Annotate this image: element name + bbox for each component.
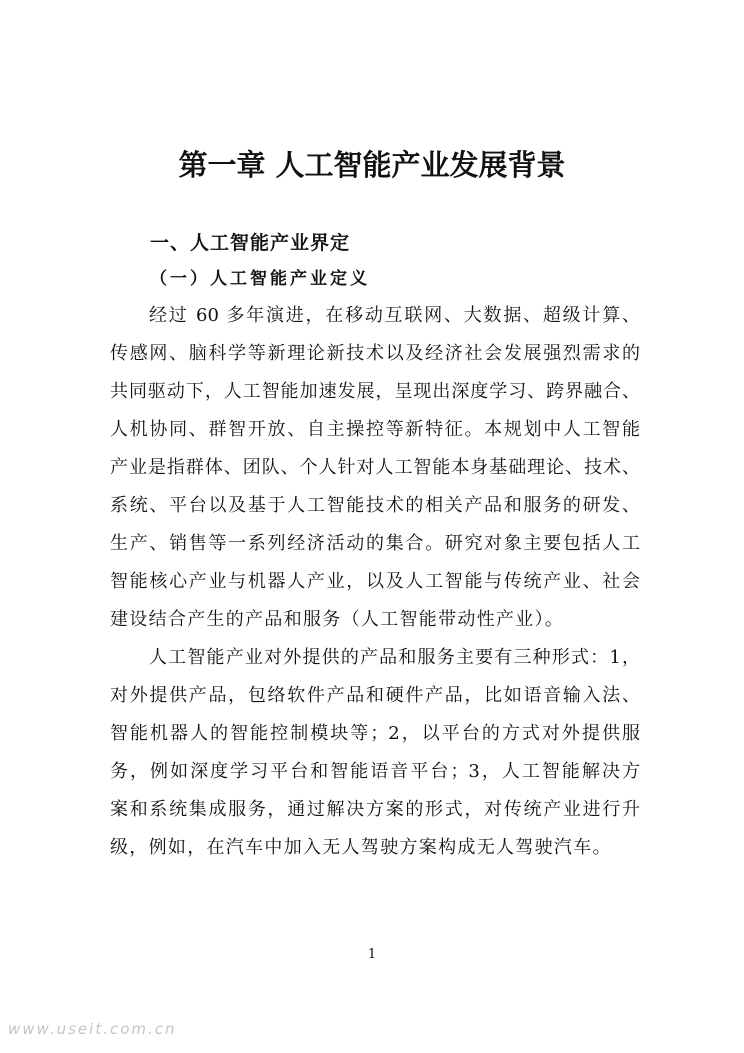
paragraph-line: 生产、销售等一系列经济活动的集合。研究对象主要包括人工 — [110, 533, 640, 554]
paragraph-line: 人机协同、群智开放、自主操控等新特征。本规划中人工智能 — [110, 419, 640, 440]
paragraph-line: 人工智能产业对外提供的产品和服务主要有三种形式：1， — [149, 647, 640, 668]
subsection-heading: （一）人工智能产业定义 — [150, 269, 370, 289]
paragraph-line: 传感网、脑科学等新理论新技术以及经济社会发展强烈需求的 — [110, 343, 640, 364]
paragraph-line: 级，例如，在汽车中加入无人驾驶方案构成无人驾驶汽车。 — [110, 837, 612, 858]
paragraph-line: 产业是指群体、团队、个人针对人工智能本身基础理论、技术、 — [110, 457, 640, 478]
paragraph-line: 对外提供产品，包络软件产品和硬件产品，比如语音输入法、 — [110, 685, 640, 706]
paragraph-line: 系统、平台以及基于人工智能技术的相关产品和服务的研发、 — [110, 495, 640, 516]
paragraph-line: 务，例如深度学习平台和智能语音平台；3，人工智能解决方 — [110, 761, 640, 782]
section-heading: 一、人工智能产业界定 — [150, 232, 351, 254]
watermark: www.useit.com.cn — [8, 1020, 177, 1038]
paragraph-line: 经过 60 多年演进，在移动互联网、大数据、超级计算、 — [149, 305, 640, 326]
chapter-title: 第一章 人工智能产业发展背景 — [178, 148, 566, 182]
paragraph-line: 建设结合产生的产品和服务（人工智能带动性产业）。 — [110, 609, 565, 630]
paragraph-line: 智能机器人的智能控制模块等；2，以平台的方式对外提供服 — [110, 723, 640, 744]
page-number: 1 — [367, 947, 377, 962]
paragraph-line: 案和系统集成服务，通过解决方案的形式，对传统产业进行升 — [110, 799, 640, 820]
paragraph-line: 共同驱动下，人工智能加速发展，呈现出深度学习、跨界融合、 — [110, 381, 640, 402]
paragraph-line: 智能核心产业与机器人产业，以及人工智能与传统产业、社会 — [110, 571, 640, 592]
